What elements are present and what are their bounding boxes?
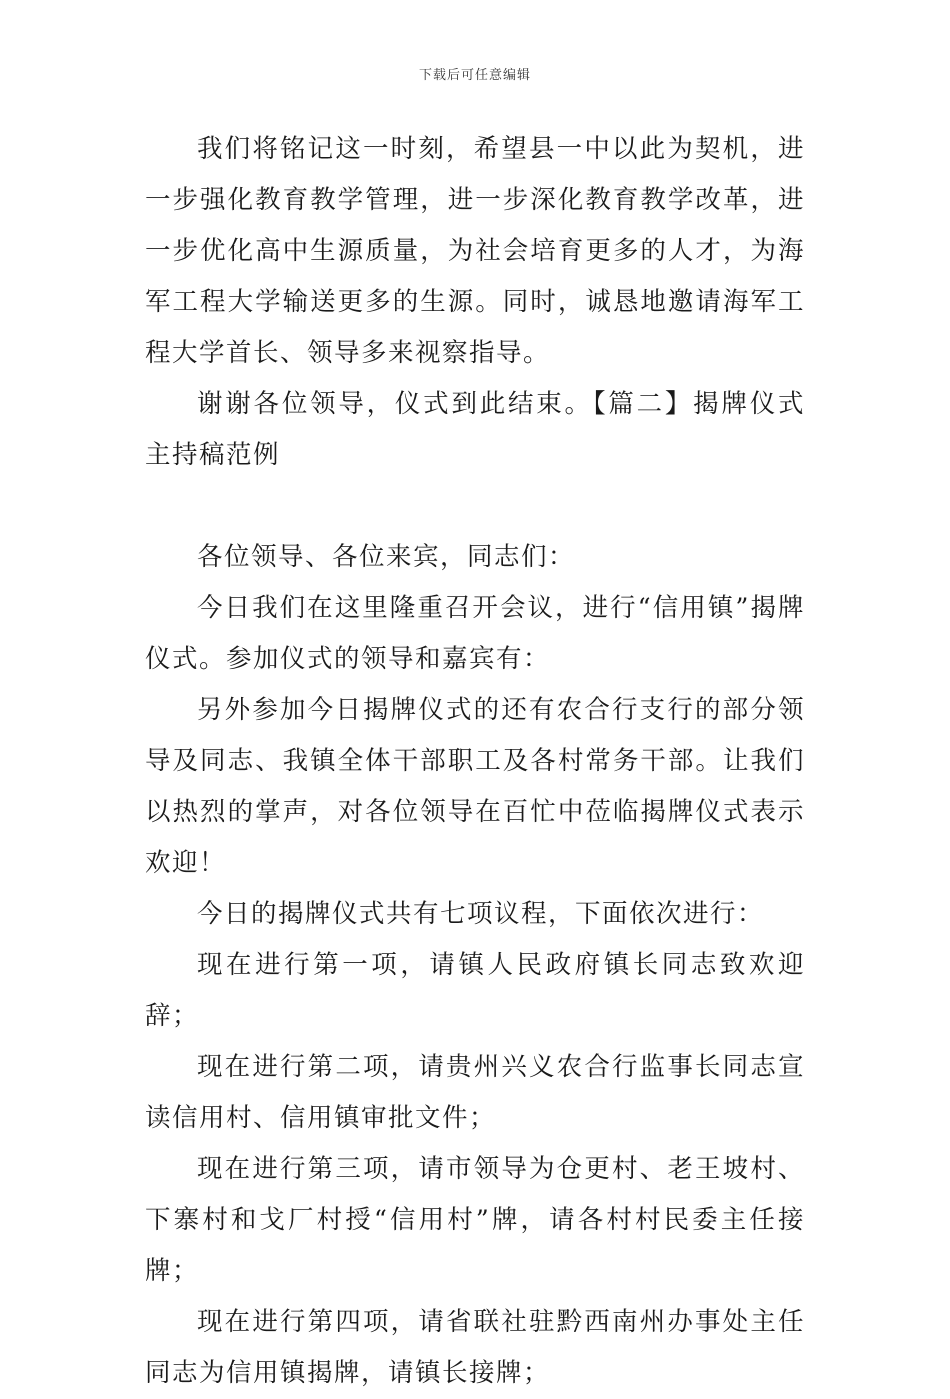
paragraph-ceremony-intro: 今日我们在这里隆重召开会议，进行“信用镇”揭牌仪式。参加仪式的领导和嘉宾有： [145, 593, 805, 674]
paragraph-thanks-section-title: 谢谢各位领导，仪式到此结束。【篇二】揭牌仪式主持稿范例 [145, 389, 805, 470]
paragraph-agenda-item-1: 现在进行第一项，请镇人民政府镇长同志致欢迎辞； [145, 950, 805, 1031]
page-header: 下载后可任意编辑 [418, 68, 531, 83]
paragraph-closing-remarks: 我们将铭记这一时刻，希望县一中以此为契机，进一步强化教育教学管理，进一步深化教育教学改革，进一步优化高中生源质量，为社会培育更多的人才，为海军工程大学输送更多的生源。同时，诚恳地邀请海军工程大学首长、领导多来视察指导。 [145, 134, 805, 368]
document-body [145, 124, 805, 1399]
paragraph-greeting: 各位领导、各位来宾，同志们： [197, 542, 576, 572]
paragraph-agenda-item-2: 现在进行第二项，请贵州兴义农合行监事长同志宣读信用村、信用镇审批文件； [145, 1052, 805, 1133]
paragraph-attendees: 另外参加今日揭牌仪式的还有农合行支行的部分领导及同志、我镇全体干部职工及各村常务干部。让我们以热烈的掌声，对各位领导在百忙中莅临揭牌仪式表示欢迎！ [145, 695, 805, 878]
paragraph-agenda-intro: 今日的揭牌仪式共有七项议程，下面依次进行： [197, 899, 765, 929]
blank-line [145, 481, 805, 532]
paragraph-agenda-item-3: 现在进行第三项，请市领导为仓更村、老王坡村、下寨村和戈厂村授“信用村”牌，请各村村民委主任接牌； [145, 1154, 805, 1286]
paragraph-agenda-item-4: 现在进行第四项，请省联社驻黔西南州办事处主任同志为信用镇揭牌，请镇长接牌； [145, 1307, 805, 1388]
